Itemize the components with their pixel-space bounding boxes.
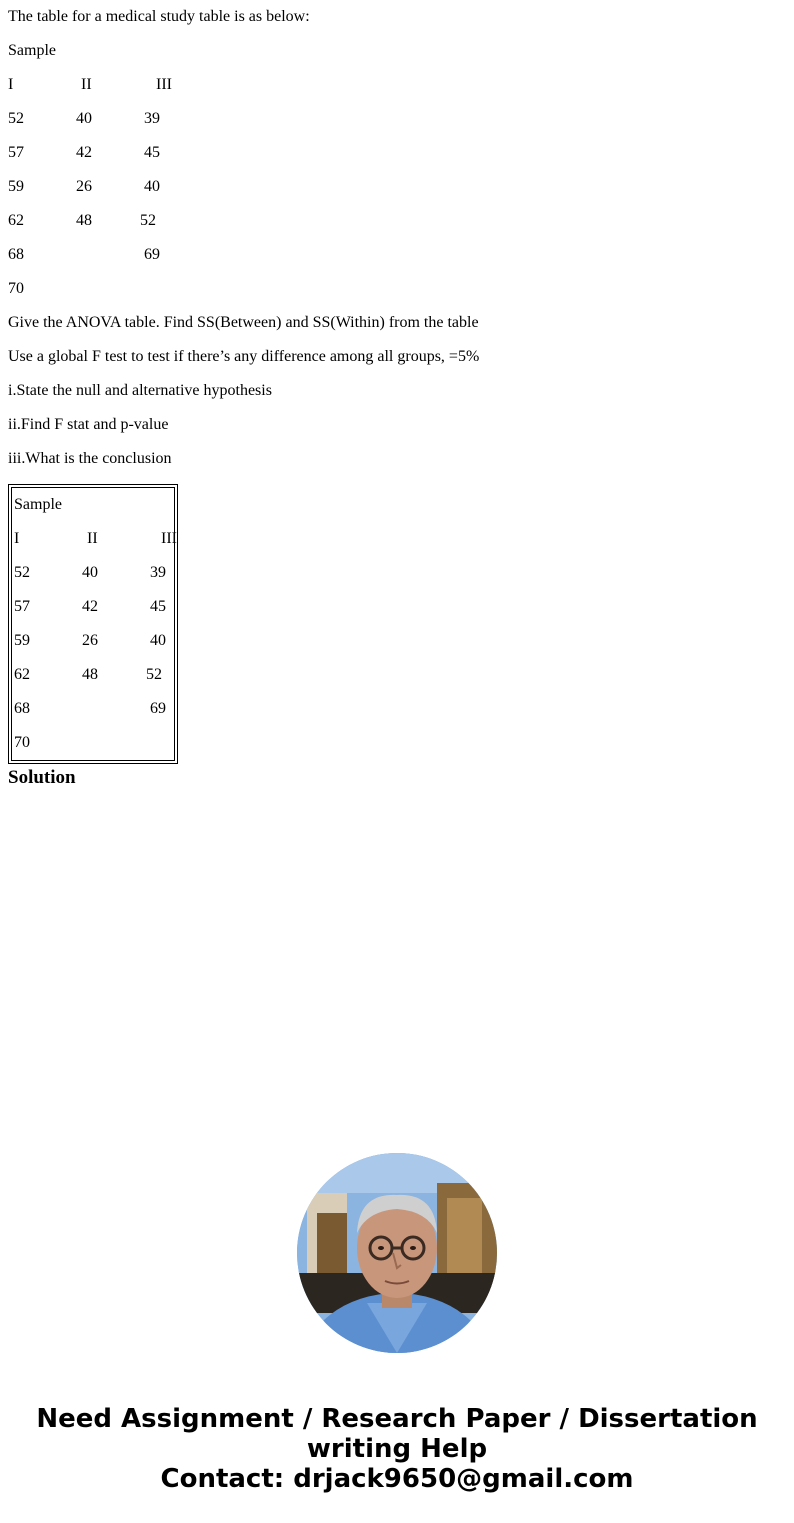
cell: 62: [14, 666, 30, 683]
cell: 45: [144, 144, 160, 161]
question-body: [8, 0, 786, 476]
table-row: [8, 170, 786, 204]
footer-line-1: Need Assignment / Research Paper / Dissertation: [36, 1404, 758, 1434]
column-header-i: I: [8, 76, 14, 93]
column-header-iii: III: [156, 76, 172, 93]
cell: 40: [144, 178, 160, 195]
cell: 57: [8, 144, 24, 161]
cell: 68: [14, 700, 30, 717]
author-avatar: [297, 1153, 497, 1353]
cell: 42: [82, 598, 98, 615]
column-header-iii: III: [161, 530, 177, 547]
table-row: [8, 272, 786, 306]
cell: 52: [14, 564, 30, 581]
cell: 57: [14, 598, 30, 615]
sub-question-iii: iii.What is the conclusion: [8, 450, 172, 467]
table-row: [14, 590, 174, 624]
table-row: [8, 102, 786, 136]
table-row: [8, 238, 786, 272]
boxed-sample-table: [8, 484, 178, 764]
footer-promo: [0, 1404, 794, 1494]
table-row: [14, 624, 174, 658]
cell: 40: [76, 110, 92, 127]
boxed-sample-table-inner: [11, 487, 175, 761]
intro-text: The table for a medical study table is as below:: [8, 8, 310, 25]
solution-heading: Solution: [8, 767, 76, 788]
cell: 52: [8, 110, 24, 127]
column-header-ii: II: [81, 76, 92, 93]
cell: 69: [150, 700, 166, 717]
sub-question-ii: ii.Find F stat and p-value: [8, 416, 169, 433]
cell: 69: [144, 246, 160, 263]
avatar-portrait: [297, 1153, 497, 1353]
table-row: [14, 726, 174, 760]
cell: 48: [76, 212, 92, 229]
boxed-table-caption: Sample: [14, 496, 62, 513]
cell: 26: [82, 632, 98, 649]
column-header-i: I: [14, 530, 20, 547]
column-header-row: [8, 68, 786, 102]
cell: 70: [14, 734, 30, 751]
task-anova: Give the ANOVA table. Find SS(Between) and SS(Within) from the table: [8, 314, 479, 331]
boxed-column-header-row: [14, 522, 177, 556]
footer-contact: Contact: drjack9650@gmail.com: [160, 1464, 634, 1494]
cell: 52: [140, 212, 156, 229]
cell: 26: [76, 178, 92, 195]
column-header-ii: II: [87, 530, 98, 547]
table-row: [14, 556, 174, 590]
table-caption: Sample: [8, 42, 56, 59]
table-row: [14, 658, 174, 692]
cell: 70: [8, 280, 24, 297]
cell: 62: [8, 212, 24, 229]
cell: 40: [82, 564, 98, 581]
table-row: [8, 204, 786, 238]
cell: 59: [8, 178, 24, 195]
cell: 40: [150, 632, 166, 649]
task-f-test: Use a global F test to test if there’s any difference among all groups, =5%: [8, 348, 480, 365]
table-row: [8, 136, 786, 170]
cell: 39: [144, 110, 160, 127]
cell: 39: [150, 564, 166, 581]
cell: 52: [146, 666, 162, 683]
cell: 68: [8, 246, 24, 263]
cell: 59: [14, 632, 30, 649]
footer-line-2: writing Help: [306, 1434, 488, 1464]
cell: 48: [82, 666, 98, 683]
table-row: [14, 692, 174, 726]
sub-question-i: i.State the null and alternative hypothesis: [8, 382, 272, 399]
cell: 45: [150, 598, 166, 615]
cell: 42: [76, 144, 92, 161]
